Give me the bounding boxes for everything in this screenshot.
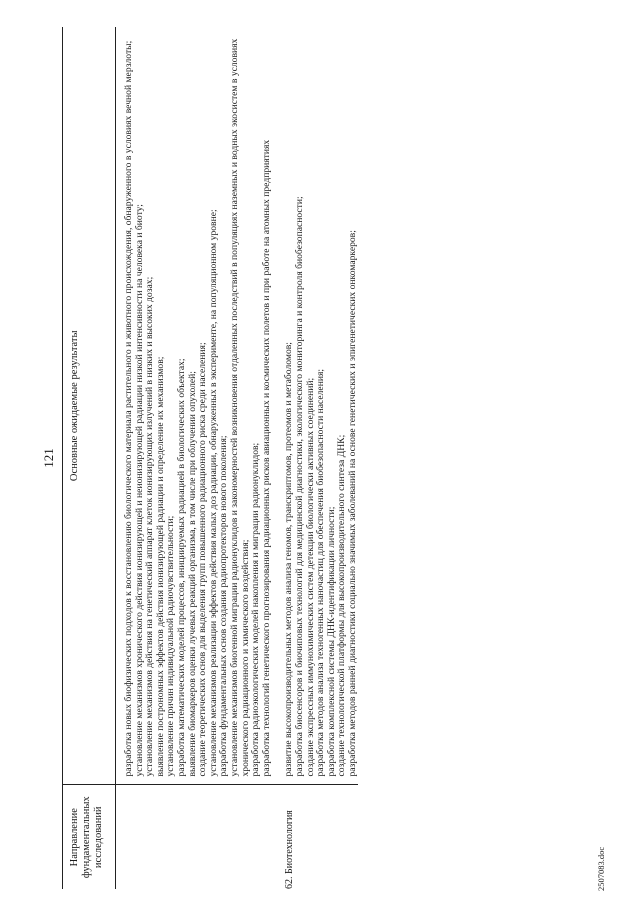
- result-item: выявление построномных эффектов действия ионизирующей радиации и определение их механизмов;: [154, 356, 166, 777]
- result-item: разработка комплексной системы ДНК-идентификации личности;: [325, 506, 337, 777]
- result-item: разработка методов анализа техногенных наночастиц для обеспечения биобезопасности населения;: [315, 368, 327, 777]
- table-row: [116, 27, 273, 889]
- result-item: разработка биосенсоров и биочиповых технологий для медицинской диагностики, экологического мониторинга и контроля биобезопасности;: [293, 196, 305, 777]
- result-item: разработка фундаментальных основ создания радиопротекторов нового поколения;: [218, 435, 230, 777]
- result-item: разработка методов ранней диагностики социально значимых заболеваний на основе генетических и эпигенетических онкомаркеров;: [346, 230, 358, 777]
- document-id: 2507083.doc: [596, 846, 606, 891]
- table-header-row: [63, 27, 116, 889]
- result-item: разработка новых биофизических подходов к восстановлению биологического материала растительного и животного происхождения, обнаруженного в условиях вечной мерзлоты;: [123, 40, 134, 777]
- rotated-page: [40, 23, 606, 893]
- result-item: создание экспрессных иммунохимических систем детекции биологически активных соединений;: [304, 377, 316, 777]
- result-item: разработка технологий генетического прогнозирования радиационных рисков авиационных и космических полетов и при работе на атомных предприятиях: [260, 139, 272, 777]
- results-cell: [116, 27, 273, 785]
- header-direction: Направление фундаментальных исследований: [63, 785, 116, 889]
- research-directions-table: [62, 27, 358, 889]
- header-results: Основные ожидаемые результаты: [63, 27, 116, 785]
- results-block: [284, 27, 358, 777]
- results-cell: [272, 27, 358, 785]
- result-item: разработка радиоэкологических моделей накопления и миграции радионуклидов;: [250, 442, 262, 777]
- result-item: установление механизмов хронического действия ионизирующей и неионизирующей радиации низкой интенсивности на человека и биоту;: [133, 204, 145, 777]
- result-item: выявление биомаркеров оценки лучевых реакций организма, в том числе при облучении опухолей;: [186, 371, 198, 777]
- direction-cell: 62. Биотехнология: [272, 785, 358, 889]
- result-item: развитие высокопроизводительных методов анализа геномов, транскриптомов, протеомов и метаболомов;: [283, 342, 295, 777]
- result-item: установление механизмов биогенной миграции радионуклидов и закономерностей возникновения отдаленных последствий в популяциях наземных и водных экосистем в условиях хронического радиационного и химического воздействия;: [228, 38, 251, 777]
- result-item: создание теоретических основ для выделения групп повышенного радиационного риска среди населения;: [197, 342, 209, 777]
- result-item: разработка математических моделей процессов, инициируемых радиацией в биологических объектах;: [175, 358, 187, 777]
- result-item: установление причин индивидуальной радиочувствительности;: [165, 515, 177, 777]
- results-block: [124, 27, 272, 777]
- page-number: 121: [41, 448, 56, 468]
- result-item: создание технологической платформы для высокопроизводительного синтеза ДНК;: [336, 434, 348, 777]
- result-item: установление механизмов действия на генетический аппарат клеток ионизирующих излучений в низких и высоких дозах;: [144, 276, 156, 777]
- direction-cell: [116, 785, 273, 889]
- result-item: установление механизмов реализации эффектов действия малых доз радиации, обнаруженных в эксперименте, на популяционном уровне;: [207, 209, 219, 777]
- table-row: [272, 27, 358, 889]
